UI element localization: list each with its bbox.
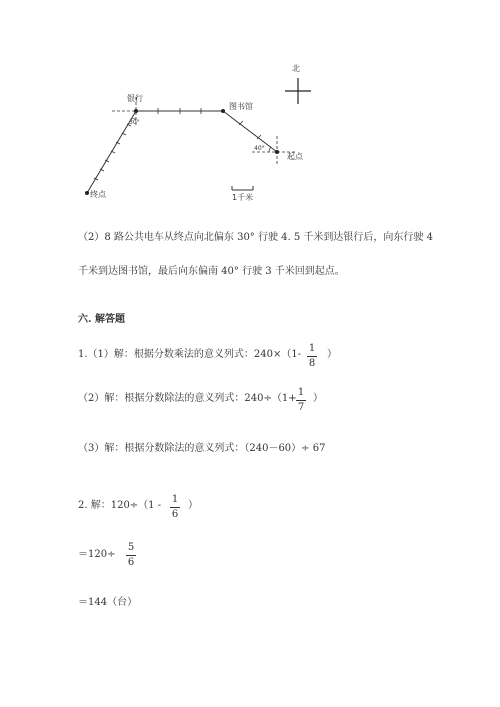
fraction-numerator: 1 [171, 494, 179, 505]
route-ticks [94, 108, 261, 180]
start-label: 起点 [287, 152, 303, 161]
route-path [87, 111, 277, 193]
fraction-denominator: 7 [297, 402, 305, 413]
q1-part2-text: （2）解：根据分数除法的意义列式：240÷（1+ [78, 393, 297, 404]
scale-label: 1千米 [232, 193, 254, 202]
route-text-line2: 千米到达图书馆，最后向东偏南 40° 行驶 3 千米回到起点。 [78, 266, 345, 277]
start-angle-label: 40° [254, 145, 265, 152]
q1-part2-fraction [296, 387, 306, 414]
section-heading: 六. 解答题 [78, 314, 125, 325]
terminal-label: 终点 [90, 190, 106, 199]
fraction-numerator: 1 [308, 343, 316, 354]
fraction-numerator: 5 [127, 542, 135, 553]
bank-angle-label: 30° [129, 119, 140, 126]
bank-point [134, 109, 138, 113]
library-label: 图书馆 [229, 102, 253, 111]
terminal-point [85, 191, 89, 195]
q1-part1-text: 1.（1）解：根据分数乘法的意义列式：240×（1- [78, 349, 302, 360]
q1-part1-fraction [307, 343, 317, 370]
fraction-denominator: 6 [171, 509, 179, 520]
segment-library-start [223, 111, 277, 152]
q2-line1-text: 2. 解：120÷（1 - [78, 500, 162, 511]
fraction-denominator: 8 [308, 358, 316, 369]
q2-line1-fraction [170, 494, 180, 521]
q2-line1-close: ） [188, 500, 198, 511]
fraction-numerator: 1 [297, 387, 305, 398]
q2-line3-text: ＝144（台） [78, 597, 138, 608]
q1-part3-text: （3）解：根据分数除法的意义列式：（240－60）÷ 67 [78, 443, 326, 454]
start-point [275, 150, 279, 154]
bank-label: 银行 [127, 94, 143, 103]
fraction-denominator: 6 [127, 557, 135, 568]
north-label: 北 [292, 64, 300, 73]
scale-bar [232, 186, 253, 190]
angle-arc-start [269, 147, 271, 152]
library-point [221, 109, 225, 113]
q2-line2-fraction [126, 542, 136, 569]
q2-line2-text: ＝120÷ [78, 549, 116, 560]
route-text-line1: （2）8 路公共电车从终点向北偏东 30° 行驶 4. 5 千米到达银行后，向东行驶 4 [78, 232, 433, 243]
compass-icon [285, 78, 311, 104]
q1-part2-close: ） [313, 393, 323, 404]
q1-part1-close: ） [327, 349, 337, 360]
